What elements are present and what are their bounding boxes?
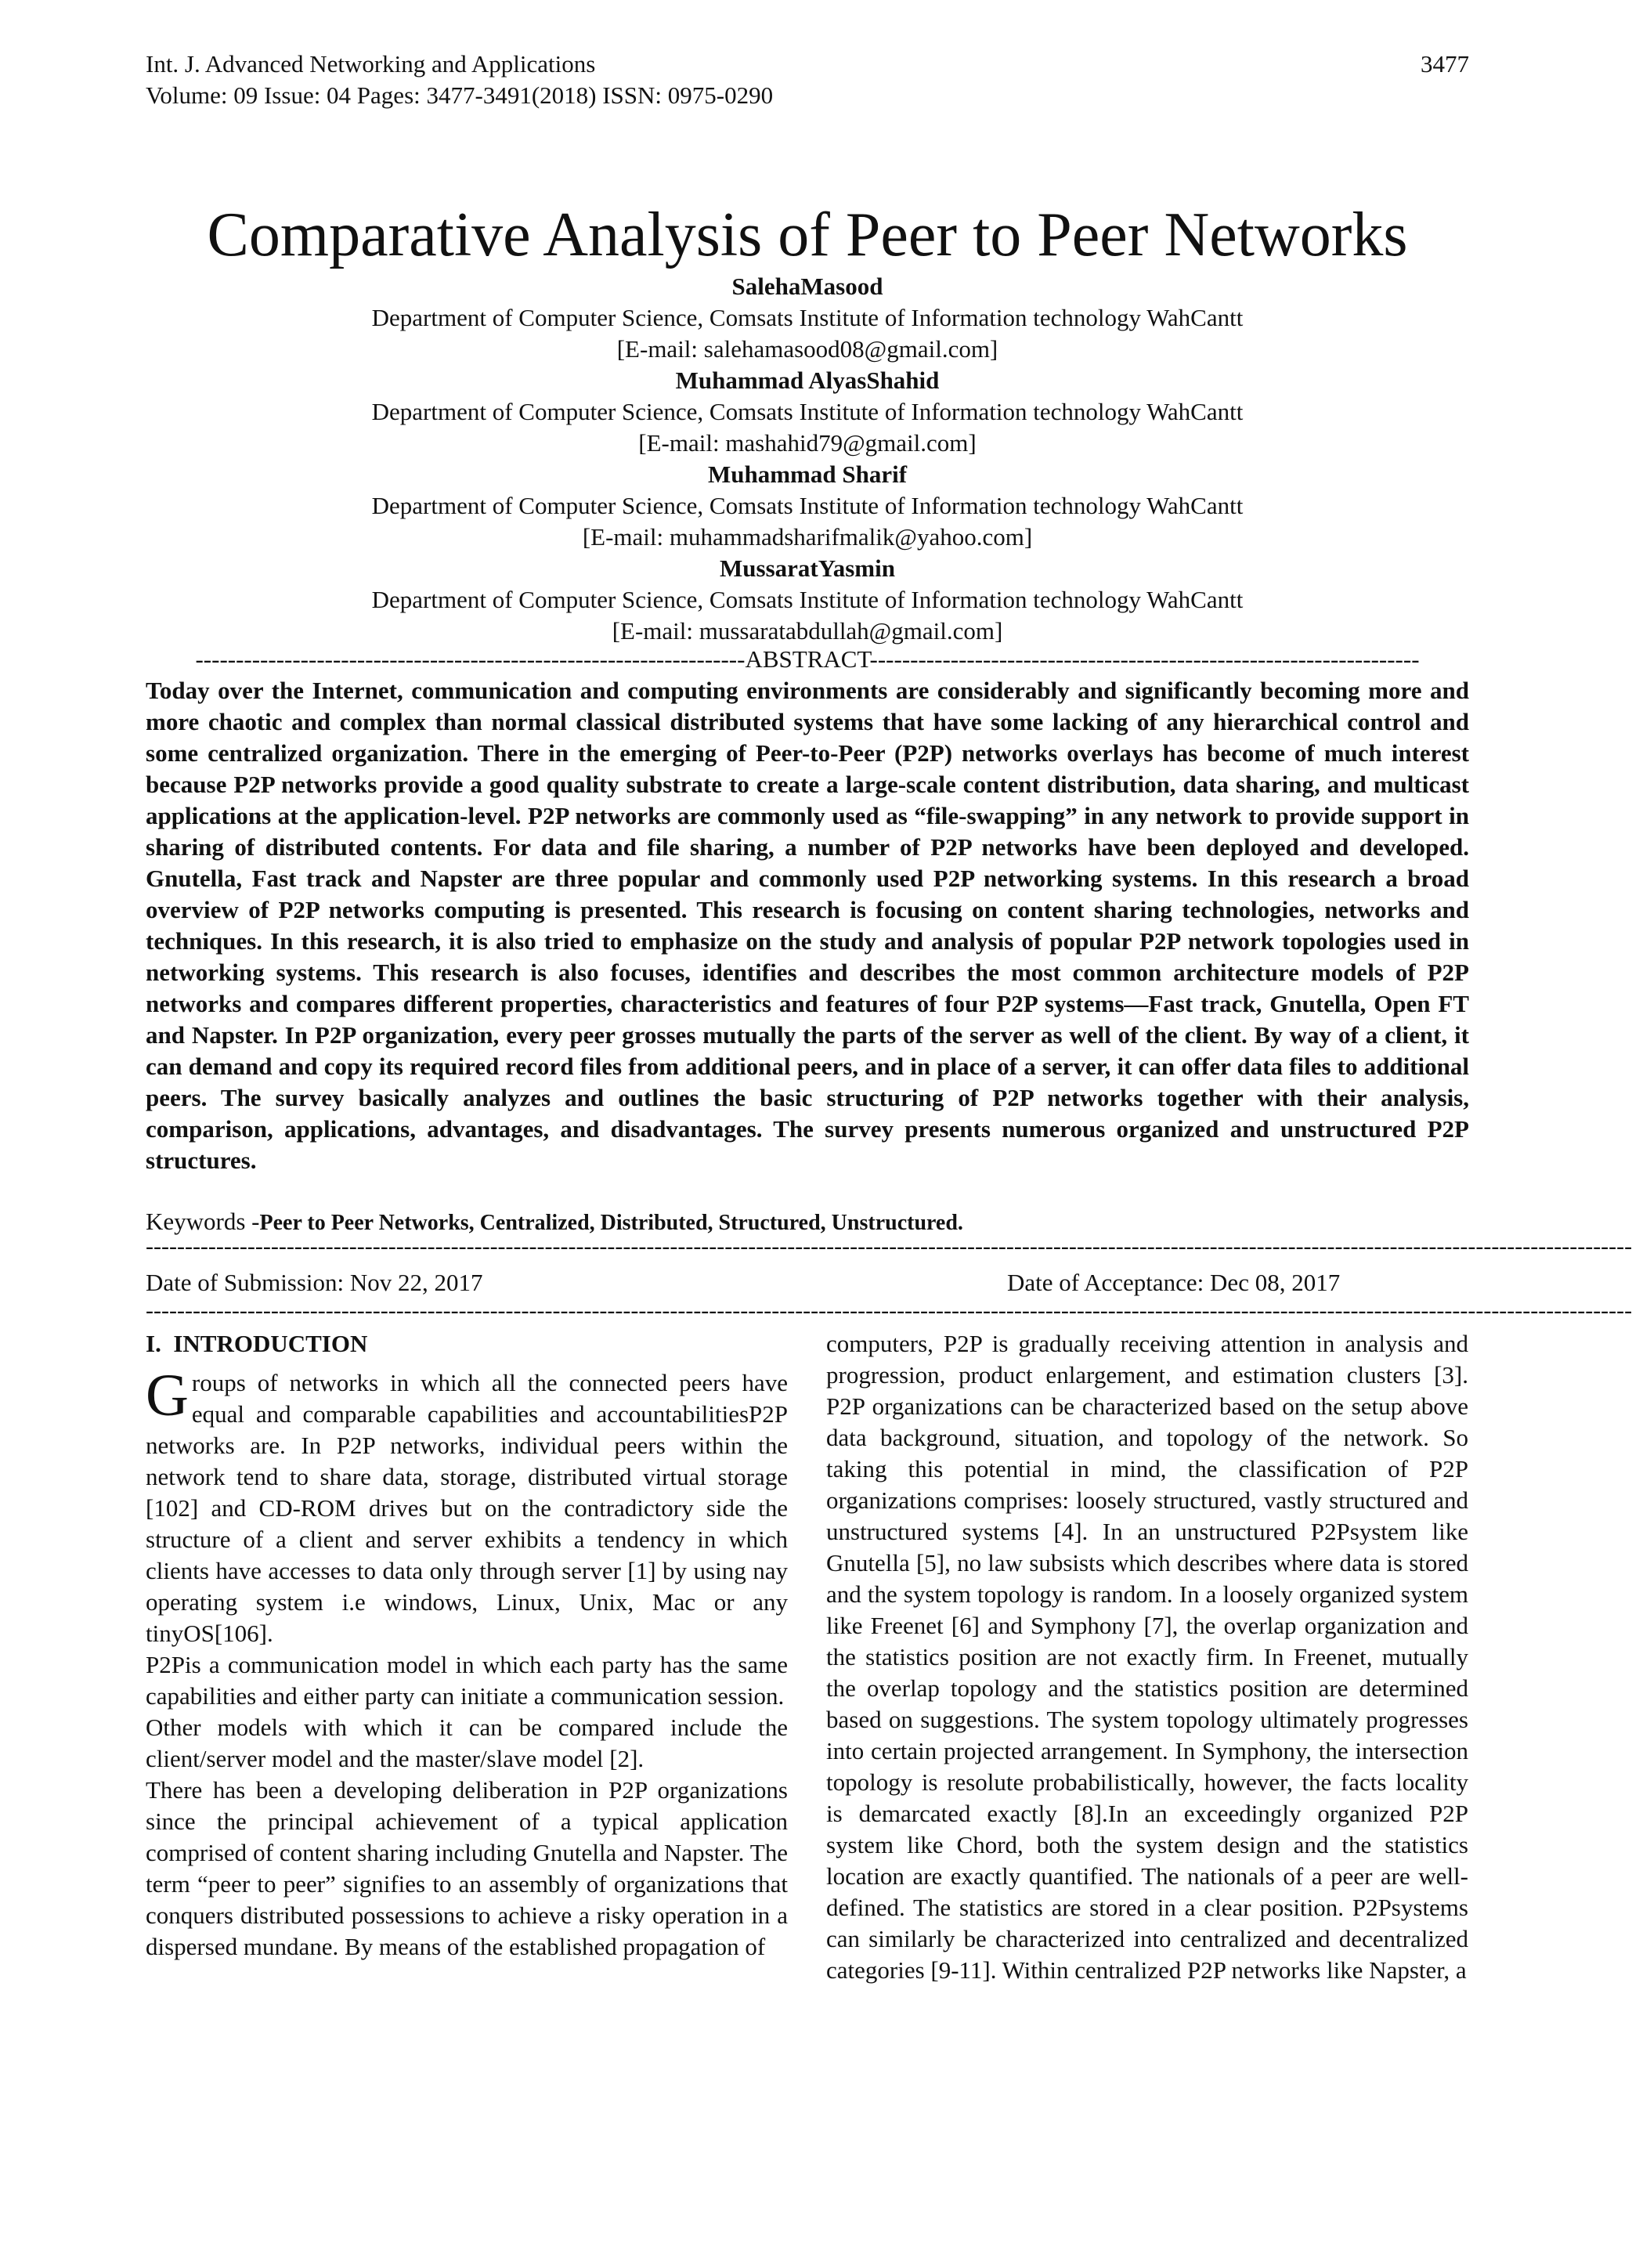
dash-rule: ---------------------------------------------------------------------------------------------------------------------------------------------------------------------------------------------- bbox=[146, 1298, 1632, 1324]
right-column bbox=[826, 1328, 1468, 1986]
paper-title: Comparative Analysis of Peer to Peer Networks bbox=[207, 200, 1408, 269]
left-column bbox=[146, 1328, 788, 1963]
journal-name: Int. J. Advanced Networking and Applications bbox=[146, 50, 596, 78]
intro-paragraph: There has been a developing deliberation in P2P organizations since the principal achievement of a typical application comprised of content sharing including Gnutella and Napster. The term “peer to peer” signifies to an assembly of organizations that conquers distributed possessions to achieve a risky operation in a dispersed mundane. By means of the established propagation of bbox=[146, 1776, 788, 1960]
intro-paragraph: Other models with which it can be compared include the client/server model and the master/slave model [2]. bbox=[146, 1714, 788, 1772]
author-email: [E-mail: mashahid79@gmail.com] bbox=[638, 429, 977, 457]
intro-paragraph-text: roups of networks in which all the connected peers have equal and comparable capabilities and accountabilitiesP2P networks are. In P2P networks, individual peers within the network tend to share data, storage, distributed virtual storage [102] and CD-ROM drives but on the contradictory side the structure of a client and server exhibits a tendency in which clients have accesses to data only through server [1] by using nay operating system i.e windows, Linux, Unix, Mac or any tinyOS[106]. bbox=[146, 1369, 788, 1647]
author-affiliation: Department of Computer Science, Comsats Institute of Information technology WahCantt bbox=[371, 586, 1244, 613]
abstract-heading-line bbox=[146, 644, 1469, 675]
author-name: MussaratYasmin bbox=[720, 554, 895, 582]
drop-cap: G bbox=[146, 1363, 189, 1428]
dash-rule: -------------------------------------------------------------------- bbox=[869, 645, 1420, 673]
author-block bbox=[146, 271, 1469, 647]
author-name: Muhammad AlyasShahid bbox=[675, 367, 940, 394]
page-number: 3477 bbox=[1421, 50, 1469, 78]
section-number: I. bbox=[146, 1330, 161, 1357]
abstract-heading: ABSTRACT bbox=[745, 645, 870, 673]
abstract-text: Today over the Internet, communication and computing environments are considerably and significantly becoming more and more chaotic and complex than normal classical distributed systems that have some lacking of any hierarchical control and some centralized organization. There in the emerging of Peer-to-Peer (P2P) networks overlays has become of much interest because P2P networks provide a good quality substrate to create a large-scale content distribution, data sharing, and multicast applications at the application-level. P2P networks are commonly used as “file-swapping” in any network to provide support in sharing of distributed contents. For data and file sharing, a number of P2P networks have been deployed and developed. Gnutella, Fast track and Napster are three popular and commonly used P2P networking systems. In this research a broad overview of P2P networks computing is presented. This research is focusing on content sharing technologies, networks and techniques. In this research, it is also tried to emphasize on the study and analysis of popular P2P network topologies used in networking systems. This research is also focuses, identifies and describes the most common architecture models of P2P networks and compares different properties, characteristics and features of four P2P systems—Fast track, Gnutella, Open FT and Napster. In P2P organization, every peer grosses mutually the parts of the server as well of the client. By way of a client, it can demand and copy its required record files from additional peers, and in place of a server, it can offer data files to additional peers. The survey basically analyzes and outlines the basic structuring of P2P networks together with their analysis, comparison, applications, advantages, and disadvantages. The survey presents numerous organized and unstructured P2P structures. bbox=[146, 677, 1469, 1174]
author-affiliation: Department of Computer Science, Comsats Institute of Information technology WahCantt bbox=[371, 398, 1244, 425]
intro-paragraph: computers, P2P is gradually receiving attention in analysis and progression, product enlargement, and estimation clusters [3]. P2P organizations can be characterized based on the setup above data background, situation, and topology of the network. So taking this potential in mind, the classification of P2P organizations comprises: loosely structured, vastly structured and unstructured systems [4]. In an unstructured P2Psystem like Gnutella [5], no law subsists which describes where data is stored and the system topology is random. In a loosely organized system like Freenet [6] and Symphony [7], the overlap organization and the statistics position are not exactly firm. In Freenet, mutually the overlap topology and the statistics position are determined based on suggestions. The system topology ultimately progresses into certain projected arrangement. In Symphony, the intersection topology is resolute probabilistically, however, the facts locality is demarcated exactly [8].In an exceedingly organized P2P system like Chord, both the system design and the statistics location are exactly quantified. The nationals of a peer are well-defined. The statistics are stored in a clear position. P2Psystems can similarly be characterized into centralized and decentralized categories [9-11]. Within centralized P2P networks like Napster, a bbox=[826, 1330, 1468, 1984]
dash-rule: -------------------------------------------------------------------- bbox=[195, 645, 746, 673]
acceptance-date: Date of Acceptance: Dec 08, 2017 bbox=[1007, 1269, 1341, 1296]
author-email: [E-mail: muhammadsharifmalik@yahoo.com] bbox=[582, 523, 1033, 551]
author-affiliation: Department of Computer Science, Comsats Institute of Information technology WahCantt bbox=[371, 304, 1244, 331]
running-header bbox=[146, 49, 1469, 111]
dates-line bbox=[146, 1267, 1469, 1298]
keywords-text: Peer to Peer Networks, Centralized, Distributed, Structured, Unstructured. bbox=[259, 1211, 963, 1235]
author-email: [E-mail: mussaratabdullah@gmail.com] bbox=[612, 617, 1003, 645]
section-title: INTRODUCTION bbox=[173, 1330, 368, 1357]
author-affiliation: Department of Computer Science, Comsats Institute of Information technology WahCantt bbox=[371, 492, 1244, 519]
volume-info: Volume: 09 Issue: 04 Pages: 3477-3491(2018) ISSN: 0975-0290 bbox=[146, 81, 774, 109]
author-name: Muhammad Sharif bbox=[707, 460, 908, 488]
section-heading bbox=[146, 1328, 788, 1360]
intro-paragraph: P2Pis a communication model in which each party has the same capabilities and either party can initiate a communication session. bbox=[146, 1651, 788, 1710]
keywords-label: Keywords - bbox=[146, 1208, 260, 1235]
author-email: [E-mail: salehamasood08@gmail.com] bbox=[616, 335, 998, 363]
dash-rule: ---------------------------------------------------------------------------------------------------------------------------------------------------------------------------------------------- bbox=[146, 1233, 1632, 1259]
intro-paragraph bbox=[146, 1363, 788, 1649]
submission-date: Date of Submission: Nov 22, 2017 bbox=[146, 1269, 483, 1296]
author-name: SalehaMasood bbox=[731, 273, 883, 300]
